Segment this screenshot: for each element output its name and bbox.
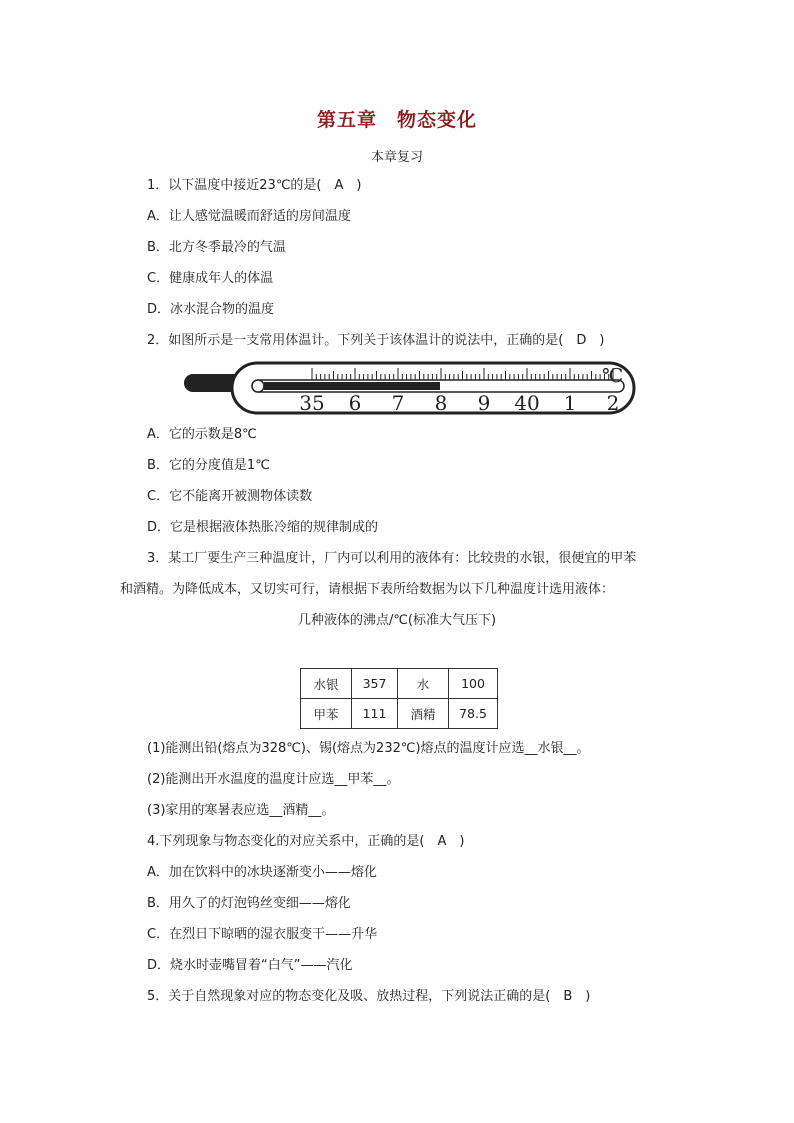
page-subtitle: 本章复习 [370,150,423,165]
question-4-option-c: C．在烈日下晾晒的湿衣服变干——升华 [147,927,378,942]
question-5-answer: B [563,989,573,1004]
thermometer-figure [180,360,640,420]
question-3-sub-3: (3)家用的寒暑表应选__酒精__。 [147,803,335,818]
question-4-option-a: A．加在饮料中的冰块逐渐变小——熔化 [147,865,377,880]
question-3-sub-2-answer: __甲苯__ [334,772,387,787]
question-1-answer: A [334,178,344,193]
question-4-answer: A [437,834,447,849]
thermometer-mercury [264,382,440,390]
table-row [301,669,498,699]
question-1-option-a: A．让人感觉温暖而舒适的房间温度 [147,209,351,224]
question-1-stem: 1．以下温度中接近23℃的是( A ) [147,178,362,193]
table-cell: 111 [352,699,398,729]
table-cell: 水银 [301,669,352,699]
question-1-option-d: D．冰水混合物的温度 [147,302,275,317]
table-cell: 78.5 [449,699,498,729]
question-4-stem: 4.下列现象与物态变化的对应关系中，正确的是( A ) [147,834,465,849]
table-row [301,699,498,729]
table-cell: 水 [398,669,449,699]
thermometer-scale-label: 8 [434,391,448,415]
thermometer-scale-label: 7 [391,391,405,415]
question-1-option-b: B．北方冬季最冷的气温 [147,240,286,255]
thermometer-scale-label: 2 [606,391,620,415]
thermometer-scale-label: 35 [299,391,325,415]
thermometer-scale-label: 40 [514,391,540,415]
page-title: 第五章 物态变化 [316,109,477,131]
boiling-point-table [300,668,498,729]
question-3-sub-3-answer: __酒精__ [269,803,322,818]
question-2-option-d: D．它是根据液体热胀冷缩的规律制成的 [147,520,379,535]
question-3-sub-1-answer: __水银__ [524,741,577,756]
question-2-option-c: C．它不能离开被测物体读数 [147,489,313,504]
question-4-option-b: B．用久了的灯泡钨丝变细——熔化 [147,896,351,911]
table-caption: 几种液体的沸点/℃(标准大气压下) [297,613,497,628]
question-2-option-b: B．它的分度值是1℃ [147,458,270,473]
question-3-stem-line1: 3．某工厂要生产三种温度计，厂内可以利用的液体有：比较贵的水银，很便宜的甲苯 [147,551,637,566]
question-2-option-a: A．它的示数是8℃ [147,427,257,442]
question-5-stem: 5．关于自然现象对应的物态变化及吸、放热过程，下列说法正确的是( B ) [147,989,591,1004]
thermometer-scale-label: 1 [563,391,577,415]
table-cell: 100 [449,669,498,699]
question-1-option-c: C．健康成年人的体温 [147,271,274,286]
table-cell: 甲苯 [301,699,352,729]
question-3-stem-line2: 和酒精。为降低成本，又切实可行，请根据下表所给数据为以下几种温度计选用液体： [120,582,615,597]
question-3-sub-2: (2)能测出开水温度的温度计应选__甲苯__。 [147,772,400,787]
table-cell: 酒精 [398,699,449,729]
question-2-answer: D [576,333,587,348]
thermometer-unit: ℃ [602,365,624,387]
question-3-sub-1: (1)能测出铅(熔点为328℃)、锡(熔点为232℃)熔点的温度计应选__水银__。 [147,741,590,756]
thermometer-scale-label: 6 [348,391,362,415]
question-2-stem: 2．如图所示是一支常用体温计。下列关于该体温计的说法中，正确的是( D ) [147,333,605,348]
thermometer-scale-label: 9 [477,391,491,415]
question-4-option-d: D．烧水时壶嘴冒着“白气”——汽化 [147,958,353,973]
table-cell: 357 [352,669,398,699]
